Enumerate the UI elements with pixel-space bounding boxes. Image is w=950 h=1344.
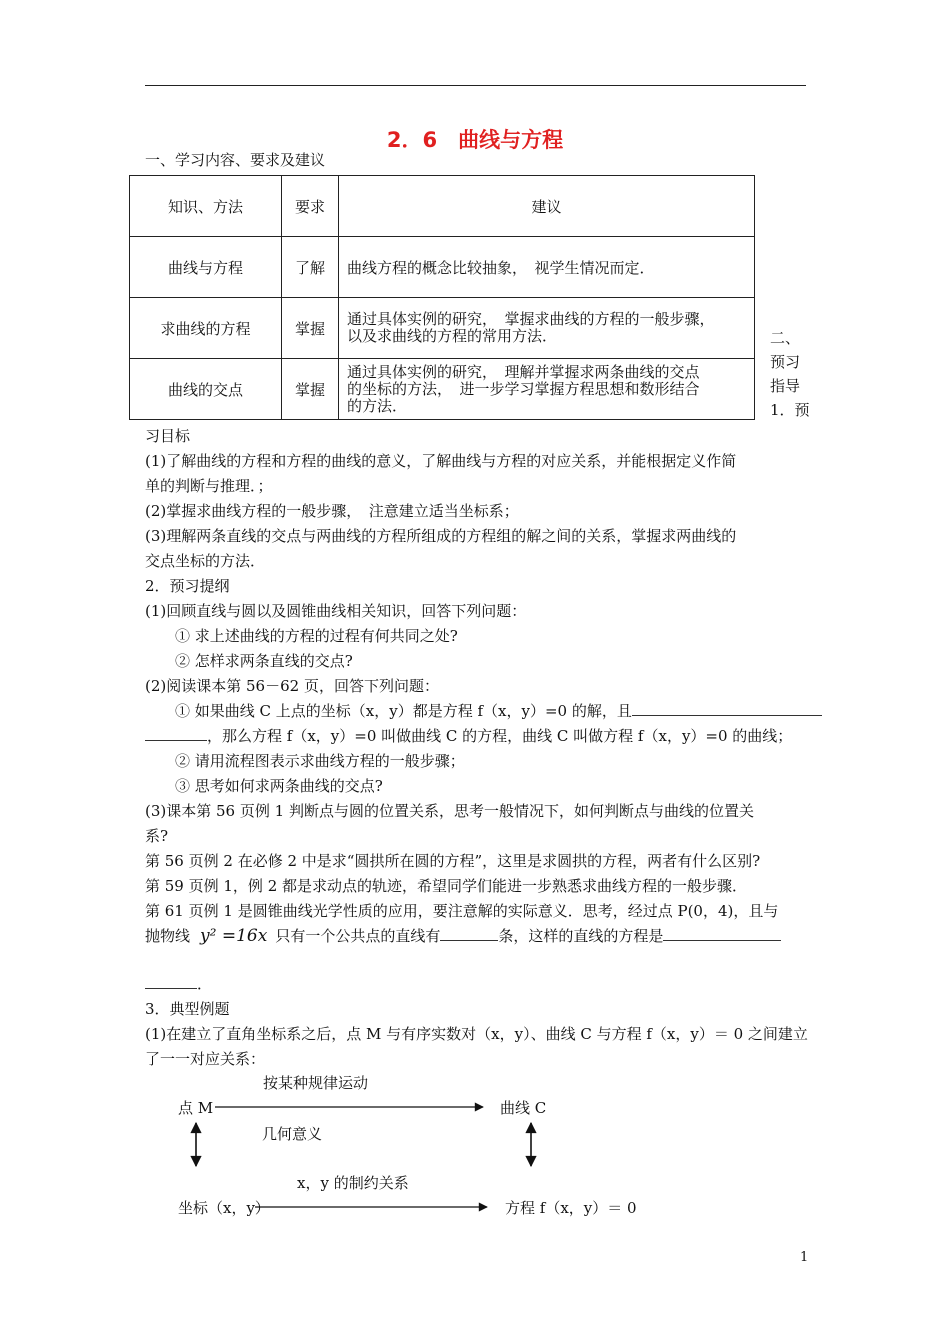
text-line: (2)阅读课本第 56－62 页，回答下列问题： — [145, 677, 439, 695]
text-line: 第 56 页例 2 在必修 2 中是求“圆拱所在圆的方程”，这里是求圆拱的方程，两者有什么区别? — [145, 852, 761, 870]
subheading: 3．典型例题 — [145, 1000, 230, 1018]
side-note: 二、 预习 指导 1．预 — [770, 329, 810, 419]
diagram-point: 点 M — [178, 1099, 214, 1117]
advice-cell: 通过具体实例的研究， 掌握求曲线的方程的一般步骤， 以及求曲线的方程的常用方法． — [339, 298, 755, 359]
section-heading: 一、学习内容、要求及建议 — [145, 151, 326, 169]
text-line: 第 61 页例 1 是圆锥曲线光学性质的应用，要注意解的实际意义．思考，经过点 P(0，4)，且与 — [145, 902, 779, 920]
diagram-mid-label: 几何意义 — [262, 1125, 323, 1143]
text-line: ，那么方程 f（x，y）=0 叫做曲线 C 的方程，曲线 C 叫做方程 f（x，y）=0 的曲线； — [145, 728, 792, 744]
text-line: (1)在建立了直角坐标系之后，点 M 与有序实数对（x，y）、曲线 C 与方程 f（x，y）＝ 0 之间建立 — [145, 1025, 808, 1043]
text-line: ． — [145, 976, 212, 992]
diagram-coord: 坐标（x，y） — [178, 1199, 270, 1217]
text-line: 了一一对应关系： — [145, 1050, 266, 1068]
advice-cell: 曲线方程的概念比较抽象， 视学生情况而定． — [339, 237, 755, 298]
page-number: 1 — [800, 1250, 809, 1265]
text-line: 第 59 页例 1，例 2 都是求动点的轨迹，希望同学们能进一步熟悉求曲线方程的一般步骤． — [145, 877, 748, 895]
text-line: 抛物线 y² =16x 只有一个公共点的直线有 条，这样的直线的方程是 — [145, 928, 781, 944]
diagram-bottom-label: x，y 的制约关系 — [297, 1174, 409, 1192]
diagram-top-label: 按某种规律运动 — [263, 1074, 369, 1092]
header-cell: 要求 — [282, 176, 339, 237]
subheading: 2．预习提纲 — [145, 577, 230, 595]
text-line: ① 求上述曲线的方程的过程有何共同之处? — [175, 627, 458, 645]
req-cell: 了解 — [282, 237, 339, 298]
topic-cell: 求曲线的方程 — [130, 298, 282, 359]
advice-cell: 通过具体实例的研究， 理解并掌握求两条曲线的交点 的坐标的方法， 进一步学习掌握方程思想和数形结合 的方法． — [339, 359, 755, 420]
page-title: 2．6 曲线与方程 — [386, 128, 564, 152]
text-line: 系? — [145, 827, 169, 845]
diagram-curve: 曲线 C — [500, 1099, 547, 1117]
text-line: ② 请用流程图表示求曲线方程的一般步骤； — [175, 752, 465, 770]
text-line: 交点坐标的方法． — [145, 552, 266, 570]
text-line: ① 如果曲线 C 上点的坐标（x，y）都是方程 f（x，y）=0 的解，且 — [175, 703, 822, 719]
text-line: ③ 思考如何求两条曲线的交点? — [175, 777, 383, 795]
req-cell: 掌握 — [282, 298, 339, 359]
parabola-equation: y² =16x — [200, 926, 268, 946]
text-line: (3)理解两条直线的交点与两曲线的方程所组成的方程组的解之间的关系，掌握求两曲线的 — [145, 527, 737, 545]
header-cell: 知识、方法 — [130, 176, 282, 237]
header-cell: 建议 — [339, 176, 755, 237]
text-line: (3)课本第 56 页例 1 判断点与圆的位置关系，思考一般情况下，如何判断点与曲线的位置关 — [145, 802, 754, 820]
req-cell: 掌握 — [282, 359, 339, 420]
diagram-equation: 方程 f（x，y）＝ 0 — [505, 1199, 637, 1217]
topic-cell: 曲线的交点 — [130, 359, 282, 420]
text-line: (1)了解曲线的方程和方程的曲线的意义，了解曲线与方程的对应关系，并能根据定义作简 — [145, 452, 737, 470]
text-line: 单的判断与推理．； — [145, 477, 273, 495]
text-line: 习目标 — [145, 427, 191, 445]
text-line: (1)回顾直线与圆以及圆锥曲线相关知识，回答下列问题： — [145, 602, 527, 620]
topic-cell: 曲线与方程 — [130, 237, 282, 298]
text-line: ② 怎样求两条直线的交点? — [175, 652, 353, 670]
text-line: (2)掌握求曲线方程的一般步骤， 注意建立适当坐标系； — [145, 502, 519, 520]
